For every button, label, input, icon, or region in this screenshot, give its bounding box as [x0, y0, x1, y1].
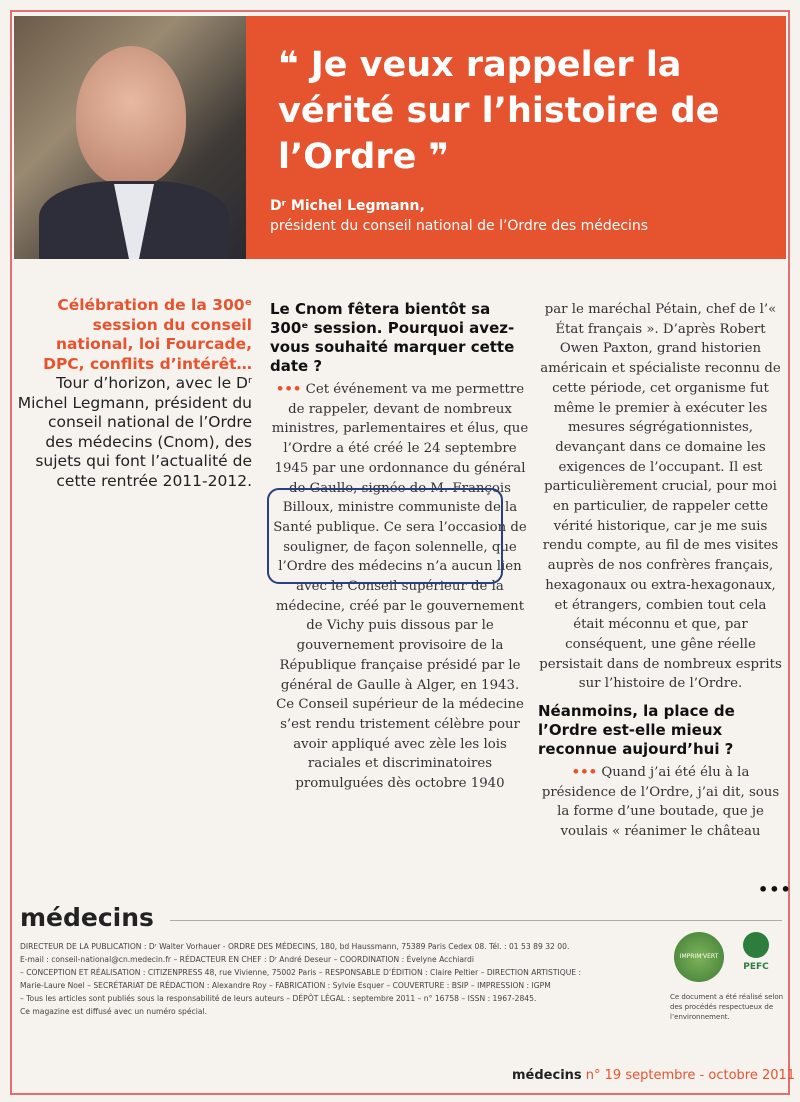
credit-line: E-mail : conseil-national@cn.medecin.fr – RÉDACTEUR EN CHEF : Dʳ André Deseur – COORDINATION : Évelyne Acchiardi: [20, 955, 474, 964]
lead-text: Tour d’horizon, avec le Dʳ Michel Legmann, président du conseil national de l’Ordre des médecins (Cnom), des sujets qui font l’actualité de cette rentrée 2011-2012.: [17, 374, 252, 490]
page-footer: [512, 1068, 795, 1083]
author-name: Dʳ Michel Legmann,: [270, 198, 425, 214]
headline-quote: [278, 42, 778, 180]
quote-open-icon: ❝: [278, 45, 299, 85]
continued-marker: •••: [758, 880, 792, 899]
article-column-2: [538, 300, 783, 842]
portrait-face: [76, 46, 186, 186]
highlight-annotation-box: [267, 488, 503, 584]
lead-paragraph: [16, 296, 252, 491]
dots-icon-2: •••: [571, 765, 598, 781]
quote-banner: [246, 16, 786, 259]
author-role: président du conseil national de l’Ordre des médecins: [270, 218, 649, 234]
masthead-brand: médecins: [20, 903, 154, 932]
dots-icon: •••: [275, 382, 302, 397]
masthead-credits: [20, 940, 600, 1018]
question-1: Le Cnom fêtera bientôt sa 300ᵉ session. Pourquoi avez-vous souhaité marquer cette date ?: [270, 300, 515, 375]
credit-line: Ce magazine est diffusé avec un numéro spécial.: [20, 1007, 208, 1016]
eco-logos: [668, 930, 788, 990]
pefc-tree-icon: [743, 932, 769, 958]
credit-line: Marie-Laure Noel – SECRÉTARIAT DE RÉDACTION : Alexandre Roy – FABRICATION : Sylvie Esquer – COUVERTURE : BSIP – IMPRESSION : IGPM: [20, 981, 551, 990]
masthead-divider: [170, 920, 782, 921]
answer-2: [538, 763, 783, 842]
question-2: Néanmoins, la place de l’Ordre est-elle mieux reconnue aujourd’hui ?: [538, 702, 735, 759]
portrait-photo: [14, 16, 246, 259]
footer-brand: médecins: [512, 1068, 582, 1083]
pefc-label: PEFC: [743, 962, 769, 972]
answer-1-text: Cet événement va me permettre de rappeler, devant de nombreux ministres, parlementaires et élus, que l’Ordre a été créé le 24 septembre 1945 par une ordonnance du général de Gaulle, signée de M. François Billoux, ministre communiste de la Santé publique. Ce sera l’occasion de souligner, de façon solennelle, que l’Ordre des médecins n’a aucun lien avec le Conseil supérieur de la médecine, créé par le gouvernement de Vichy puis dissous par le gouvernement provisoire de la République française présidé par le général de Gaulle à Alger, en 1943. Ce Conseil supérieur de la médecine s’est rendu tristement célèbre pour avoir appliqué avec zèle les lois raciales et discriminatoires promulguées dès octobre 1940: [271, 382, 529, 792]
headline-text: Je veux rappeler la vérité sur l’histoire de l’Ordre: [278, 45, 720, 177]
credit-line: – CONCEPTION ET RÉALISATION : CITIZENPRESS 48, rue Vivienne, 75002 Paris – RESPONSABLE D’ÉDITION : Claire Peltier – DIRECTION ARTISTIQUE :: [20, 968, 582, 977]
eco-note: Ce document a été réalisé selon des procédés respectueux de l’environnement.: [670, 993, 784, 1021]
lead-highlight: Célébration de la 300ᵉ session du conseil national, loi Fourcade, DPC, conflits d’intérêt…: [43, 296, 252, 373]
answer-2-text: Quand j’ai été élu à la présidence de l’Ordre, j’ai dit, sous la forme d’une boutade, que je voulais « réanimer le château: [541, 765, 780, 840]
quote-close-icon: ❞: [428, 137, 450, 177]
pefc-logo: [734, 932, 778, 982]
byline: [270, 196, 648, 236]
credit-line: DIRECTEUR DE LA PUBLICATION : Dʳ Walter Vorhauer - ORDRE DES MÉDECINS, 180, bd Haussmann, 75389 Paris Cedex 08. Tél. : 01 53 89 32 00.: [20, 942, 570, 951]
answer-1-part-2: par le maréchal Pétain, chef de l’« État français ». D’après Robert Owen Paxton, grand historien américain et spécialiste reconnu de cette période, cet organisme fut même le premier à exécuter les mesures ségrégationnistes, devançant dans ce domaine les exigences de l’occupant. Il est particulièrement crucial, pour moi en particulier, de rappeler cette vérité historique, car je me suis rendu compte, au fil de mes visites auprès de nos confrères français, hexagonaux ou extra-hexagonaux, et étrangers, combien tout cela était méconnu et que, par conséquent, une gêne réelle persistait dans de nombreux esprits sur l’histoire de l’Ordre.: [539, 302, 782, 692]
imprim-vert-logo-icon: IMPRIM'VERT: [674, 932, 724, 982]
credit-line: – Tous les articles sont publiés sous la responsabilité de leurs auteurs – DÉPÔT LÉGAL : septembre 2011 – n° 16758 – ISSN : 1967-2845.: [20, 994, 537, 1003]
answer-1-part-1: [270, 380, 530, 794]
footer-issue: n° 19 septembre - octobre 2011: [585, 1068, 796, 1083]
